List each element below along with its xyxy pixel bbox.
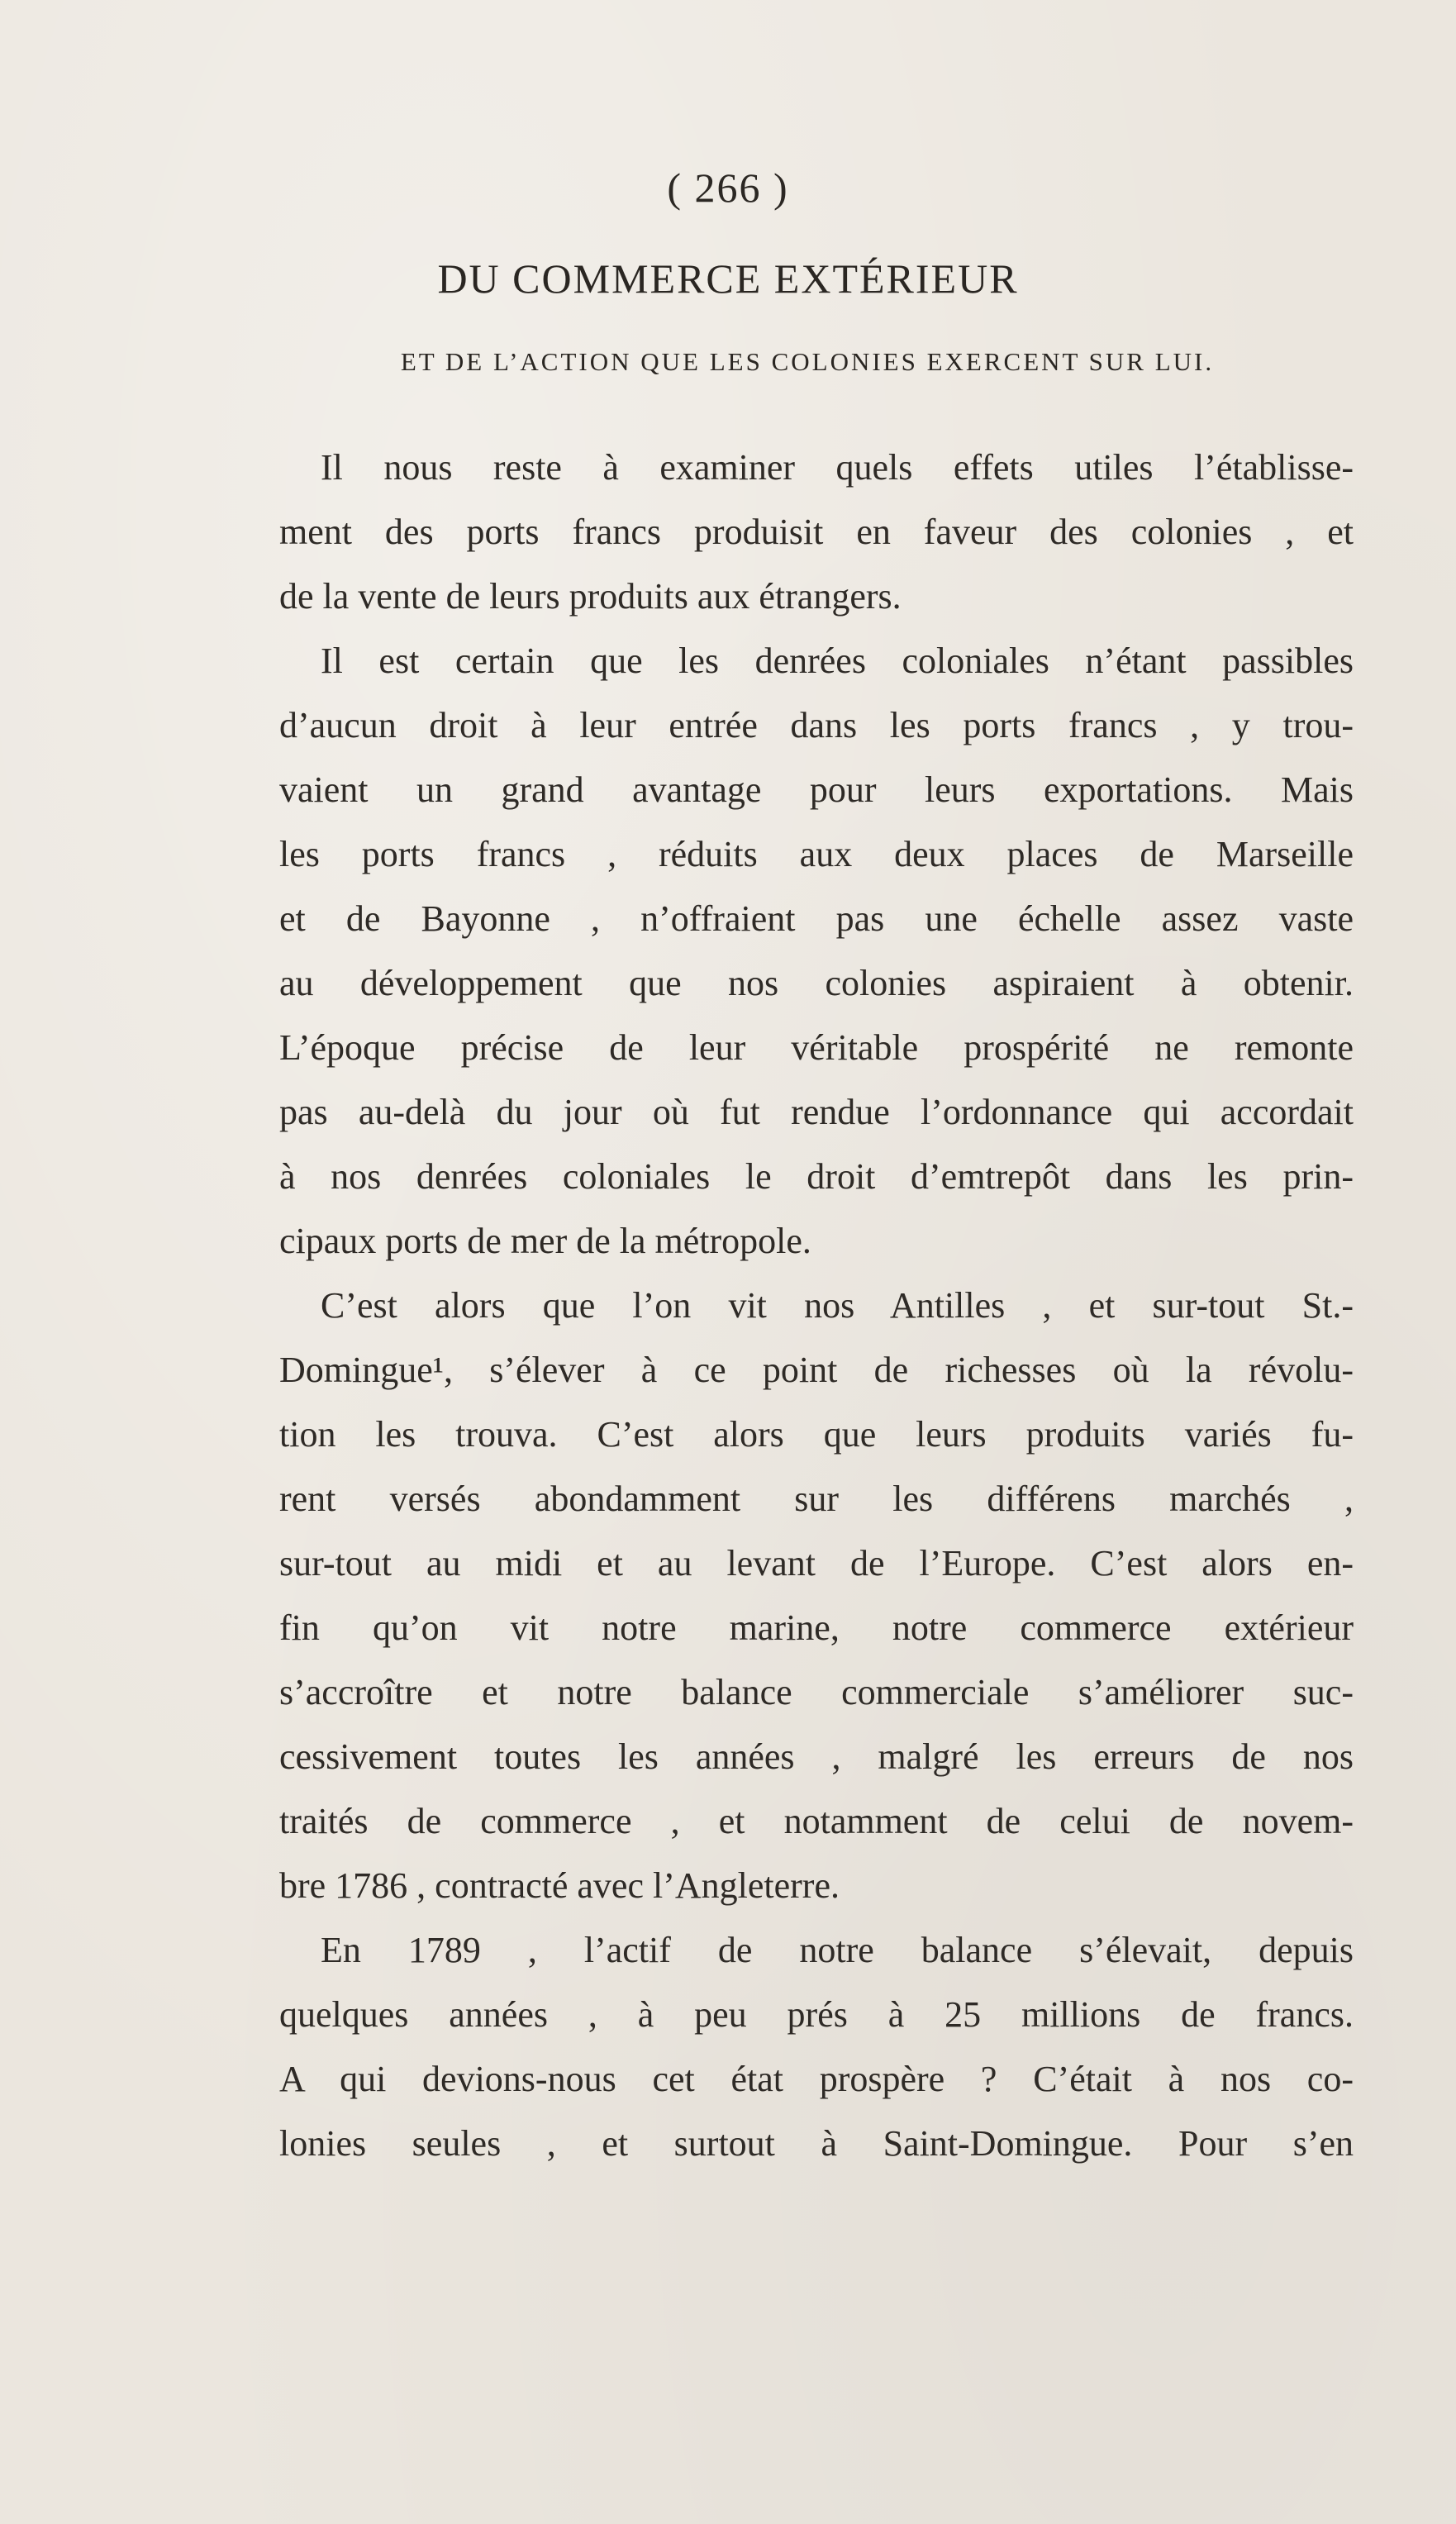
text-line: traités de commerce , et notamment de celui de novem- xyxy=(279,1801,1354,1841)
text-line: Il nous reste à examiner quels effets utiles l’établisse- xyxy=(321,447,1354,488)
text-line: bre 1786 , contracté avec l’Angleterre. xyxy=(279,1865,840,1906)
text-line: A qui devions-nous cet état prospère ? C’était à nos co- xyxy=(279,2059,1354,2099)
text-line: au développement que nos colonies aspiraient à obtenir. xyxy=(279,963,1354,1003)
text-line: et de Bayonne , n’offraient pas une échelle assez vaste xyxy=(279,898,1354,939)
text-line: fin qu’on vit notre marine, notre commerce extérieur xyxy=(279,1607,1354,1648)
text-line: C’est alors que l’on vit nos Antilles , et sur-tout St.- xyxy=(321,1285,1354,1326)
text-line: sur-tout au midi et au levant de l’Europe. C’est alors en- xyxy=(279,1543,1354,1583)
text-line: de la vente de leurs produits aux étrangers. xyxy=(279,576,902,617)
chapter-subtitle: ET DE L’ACTION QUE LES COLONIES EXERCENT SUR LUI. xyxy=(400,347,1215,376)
text-line: En 1789 , l’actif de notre balance s’élevait, depuis xyxy=(321,1930,1354,1970)
text-line: quelques années , à peu prés à 25 millions de francs. xyxy=(279,1994,1354,2035)
text-line: cessivement toutes les années , malgré les erreurs de nos xyxy=(279,1736,1354,1777)
text-line: d’aucun droit à leur entrée dans les ports francs , y trou- xyxy=(279,705,1354,745)
text-line: ment des ports francs produisit en faveur des colonies , et xyxy=(279,512,1354,552)
text-line: s’accroître et notre balance commerciale s’améliorer suc- xyxy=(279,1672,1354,1712)
text-line: lonies seules , et surtout à Saint-Domingue. Pour s’en xyxy=(279,2123,1354,2164)
text-line: les ports francs , réduits aux deux places de Marseille xyxy=(279,834,1354,874)
text-line: Domingue¹, s’élever à ce point de richesses où la révolu- xyxy=(279,1350,1354,1390)
text-line: tion les trouva. C’est alors que leurs produits variés fu- xyxy=(279,1414,1354,1455)
text-line: pas au-delà du jour où fut rendue l’ordonnance qui accordait xyxy=(279,1092,1354,1132)
page-number: ( 266 ) xyxy=(667,164,789,211)
text-line: cipaux ports de mer de la métropole. xyxy=(279,1221,811,1261)
text-line: Il est certain que les denrées coloniales n’étant passibles xyxy=(321,641,1354,681)
text-line: à nos denrées coloniales le droit d’emtrepôt dans les prin- xyxy=(279,1156,1354,1197)
text-line: L’époque précise de leur véritable prospérité ne remonte xyxy=(279,1027,1354,1068)
body-text xyxy=(279,436,1354,2176)
text-line: vaient un grand avantage pour leurs exportations. Mais xyxy=(279,769,1354,810)
text-line: rent versés abondamment sur les différens marchés , xyxy=(279,1479,1354,1519)
chapter-title: DU COMMERCE EXTÉRIEUR xyxy=(437,255,1019,302)
